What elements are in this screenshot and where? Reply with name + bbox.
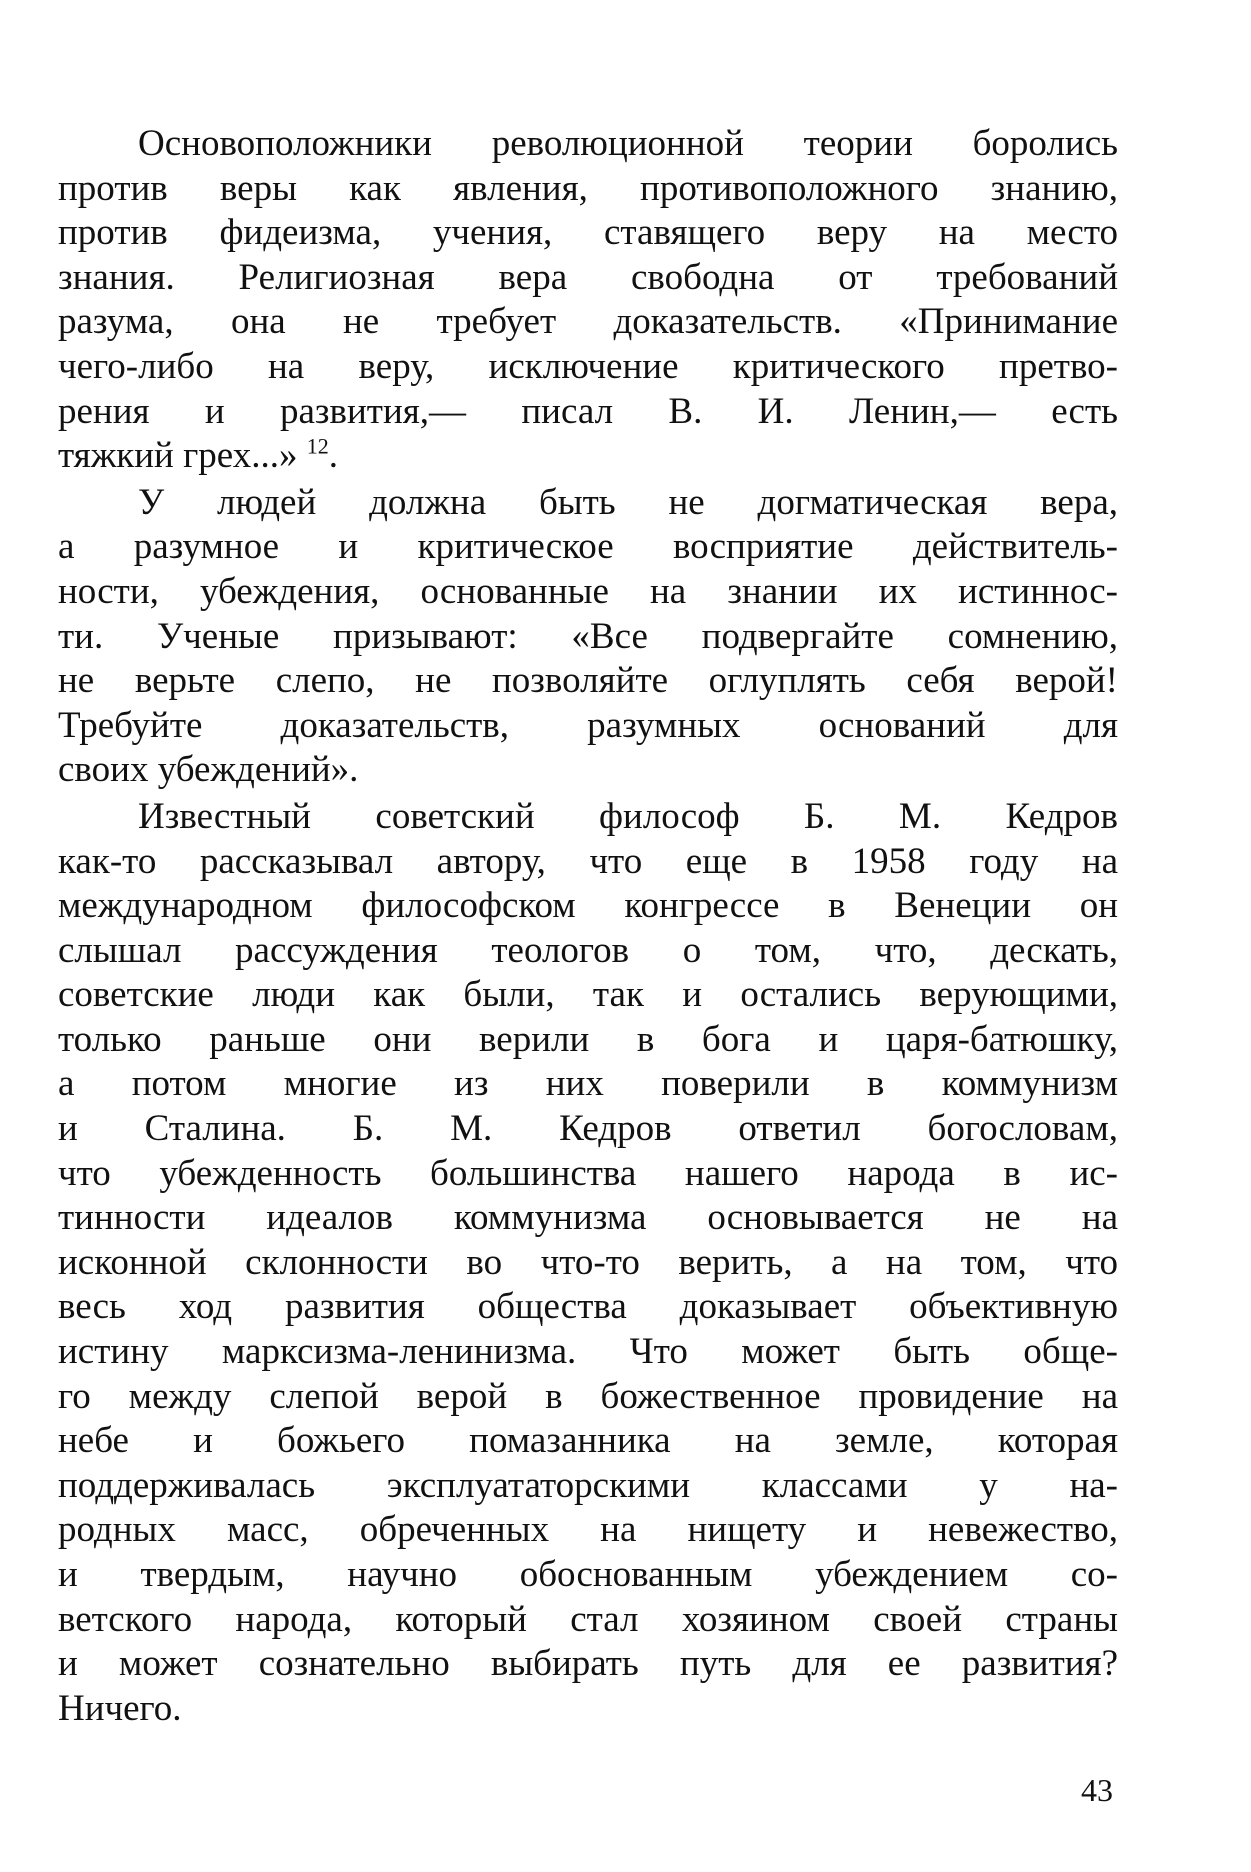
text-line: а потом многие из них поверили в коммунизм bbox=[58, 1063, 1118, 1105]
text-line: исконной склонности во что-то верить, а на том, что bbox=[58, 1241, 1118, 1283]
text-line: чего-либо на веру, исключение критического претво- bbox=[58, 345, 1118, 387]
text-line: небе и божьего помазанника на земле, которая bbox=[58, 1420, 1118, 1462]
text-line: рения и развития,— писал В. И. Ленин,— есть bbox=[58, 390, 1118, 432]
text-line: и твердым, научно обоснованным убеждением со- bbox=[58, 1554, 1118, 1595]
text-line: против фидеизма, учения, ставящего веру на место bbox=[58, 212, 1118, 254]
paragraph-2 bbox=[58, 481, 1118, 793]
text-line: против веры как явления, противоположного знанию, bbox=[58, 167, 1118, 209]
text-line bbox=[58, 434, 1118, 479]
text-line: советские люди как были, так и остались верующими, bbox=[58, 974, 1118, 1016]
text-line: не верьте слепо, не позволяйте оглуплять себя верой! bbox=[58, 660, 1118, 702]
text-line: своих убеждений». bbox=[58, 749, 359, 791]
text-line: разума, она не требует доказательств. «Принимание bbox=[58, 301, 1118, 343]
text-line: ности, убеждения, основанные на знании их истиннос- bbox=[58, 570, 1118, 612]
text-line: го между слепой верой в божественное провидение на bbox=[58, 1375, 1118, 1417]
text-line: а разумное и критическое восприятие действитель- bbox=[58, 526, 1118, 568]
text-line: слышал рассуждения теологов о том, что, дескать, bbox=[58, 929, 1118, 971]
text-line: истину марксизма-ленинизма. Что может быть обще- bbox=[58, 1331, 1118, 1373]
text-line: только раньше они верили в бога и царя-батюшку, bbox=[58, 1018, 1118, 1060]
text-line: и может сознательно выбирать путь для ее развития? bbox=[58, 1643, 1118, 1685]
footnote-marker: 12 bbox=[306, 433, 329, 459]
paragraph-1 bbox=[58, 122, 1118, 479]
text-line: Известный советский философ Б. М. Кедров bbox=[138, 795, 1118, 837]
text-line: Основоположники революционной теории боролись bbox=[138, 123, 1118, 164]
text-line: международном философском конгрессе в Венеции он bbox=[58, 885, 1118, 927]
text-line: У людей должна быть не догматическая вера, bbox=[138, 481, 1118, 523]
text-line: тинности идеалов коммунизма основывается не на bbox=[58, 1197, 1118, 1239]
text-line: весь ход развития общества доказывает объективную bbox=[58, 1286, 1118, 1328]
text-line: как-то рассказывал автору, что еще в 1958 году на bbox=[58, 840, 1118, 882]
paragraph-3 bbox=[58, 795, 1118, 1731]
text-line: Ничего. bbox=[58, 1687, 182, 1729]
text-line: ти. Ученые призывают: «Все подвергайте сомнению, bbox=[58, 615, 1118, 657]
quote-end-text: тяжкий грех...» bbox=[58, 435, 298, 477]
text-line: поддерживалась эксплуататорскими классами у на- bbox=[58, 1464, 1118, 1506]
text-line: что убежденность большинства нашего народа в ис- bbox=[58, 1152, 1118, 1194]
text-line: Требуйте доказательств, разумных оснований для bbox=[58, 704, 1118, 746]
text-line: ветского народа, который стал хозяином своей страны bbox=[58, 1598, 1118, 1640]
text-line: знания. Религиозная вера свободна от требований bbox=[58, 256, 1118, 298]
text-line: и Сталина. Б. М. Кедров ответил богословам, bbox=[58, 1108, 1118, 1150]
sentence-period: . bbox=[328, 435, 338, 477]
body-text bbox=[58, 122, 1118, 1731]
text-line: родных масс, обреченных на нищету и невежество, bbox=[58, 1509, 1118, 1551]
page-number: 43 bbox=[1081, 1772, 1113, 1808]
